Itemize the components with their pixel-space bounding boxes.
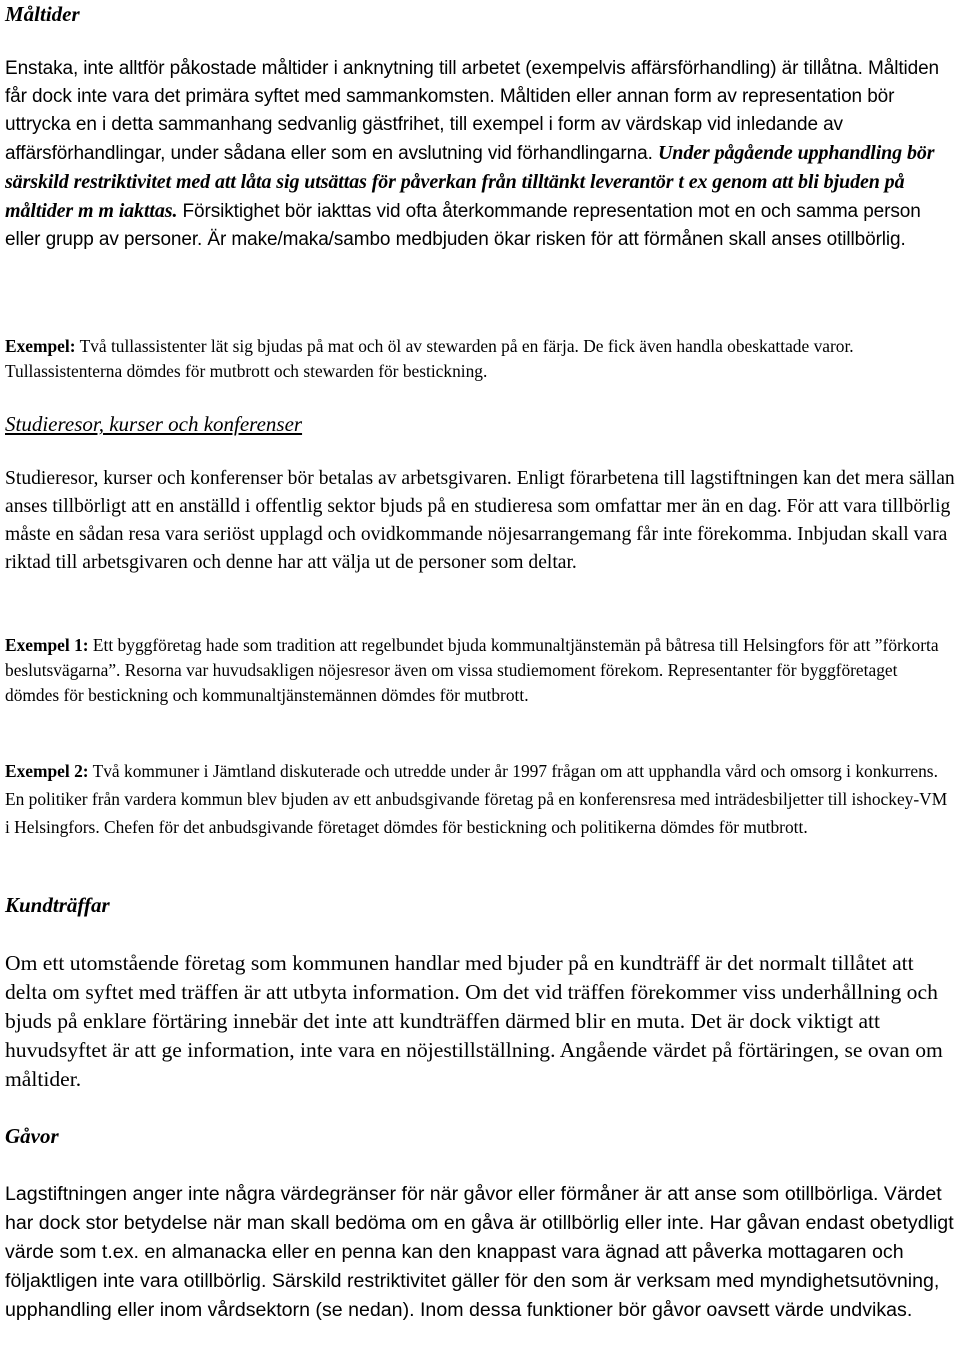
heading-maltider: Måltider xyxy=(5,2,80,26)
paragraph-maltider xyxy=(5,55,955,254)
paragraph-gavor: Lagstiftningen anger inte några värdegränser för när gåvor eller förmåner är att anse som otillbörliga. Värdet har dock stor betydelse när man skall bedöma om en gåva är otillbörlig eller inte. Har gåvan endast obetydligt värde som t.ex. en almanacka eller en penna kan den knappast vara ägnad att påverka mottagaren och följaktligen inte vara otillbörlig. Särskild restriktivitet gäller för den som är verksam med myndighetsutövning, upphandling eller inom vårdsektorn (se nedan). Inom dessa funktioner bör gåvor oavsett värde undvikas. xyxy=(5,1183,954,1321)
example-1-label: Exempel 1: xyxy=(5,635,89,655)
example-maltider xyxy=(5,334,955,384)
paragraph-studieresor: Studieresor, kurser och konferenser bör betalas av arbetsgivaren. Enligt förarbetena till lagstiftningen kan det mera sällan anses tillbörligt att en anställd i offentlig sektor bjuds på en studieresa som omfattar mer än en dag. För att vara tillbörlig måste en sådan resa vara seriöst upplagd och ovidkommande nöjesarrangemang får inte förekomma. Inbjudan skall vara riktad till arbetsgivaren och denne har att välja ut de personer som deltar. xyxy=(5,468,955,573)
paragraph-maltider-text-a: Enstaka, inte alltför påkostade måltider i anknytning till arbetet (exempelvis affärsförhandling) är tillåtna. Måltiden får dock inte vara det primära syftet med sammankomsten. Måltiden eller annan form av representation bör uttrycka en i detta sammanhang sedvanlig gästfrihet, till exempel i form av värdskap vid inledande av affärsförhandlingar, under sådana eller som en avslutning vid förhandlingarna. xyxy=(5,58,940,164)
example-2-studieresor xyxy=(5,757,955,841)
paragraph-maltider-emphasis: Under pågående upphandling bör särskild restriktivitet med att låta sig utsättas för påverkan från tilltänkt leverantör t ex genom att bli bjuden på måltider m m iakttas. xyxy=(5,142,935,222)
example-1-studieresor xyxy=(5,633,955,708)
example-1-text: Ett byggföretag hade som tradition att regelbundet bjuda kommunaltjänstemän på båtresa till Helsingfors för att ”förkorta beslutsvägarna”. Resorna var huvudsakligen nöjesresor även om vissa studiemoment förekom. Representanter för byggföretaget dömdes för bestickning och kommunaltjänstemännen dömdes för mutbrott. xyxy=(5,635,939,705)
heading-studieresor: Studieresor, kurser och konferenser xyxy=(5,412,303,436)
heading-gavor: Gåvor xyxy=(5,1124,59,1148)
example-label: Exempel: xyxy=(5,336,76,356)
paragraph-kundtraffar: Om ett utomstående företag som kommunen handlar med bjuder på en kundträff är det normalt tillåtet att delta om syftet med träffen är att utbyta information. Om det vid träffen förekommer viss underhållning och bjuds på enklare förtäring innebär det inte att kundträffen därmed blir en muta. Det är dock viktigt att huvudsyftet är att ge information, inte vara en nöjestillställning. Angående värdet på förtäringen, se ovan om måltider. xyxy=(5,951,943,1091)
example-2-text: Två kommuner i Jämtland diskuterade och utredde under år 1997 frågan om att upphandla vård och omsorg i konkurrens. En politiker från vardera kommun blev bjuden av ett anbudsgivande företag på en konferensresa med inträdesbiljetter till ishockey-VM i Helsingfors. Chefen för det anbudsgivande företaget dömdes för bestickning och politikerna dömdes för mutbrott. xyxy=(5,761,948,837)
paragraph-maltider-text-b: Försiktighet bör iakttas vid ofta återkommande representation mot en och samma person eller grupp av personer. Är make/maka/sambo medbjuden ökar risken för att förmånen skall anses otillbörlig. xyxy=(5,201,921,250)
heading-kundtraffar: Kundträffar xyxy=(5,893,110,917)
example-2-label: Exempel 2: xyxy=(5,761,89,781)
example-text: Två tullassistenter lät sig bjudas på mat och öl av stewarden på en färja. De fick även handla obeskattade varor. Tullassistenterna dömdes för mutbrott och stewarden för bestickning. xyxy=(5,336,854,381)
